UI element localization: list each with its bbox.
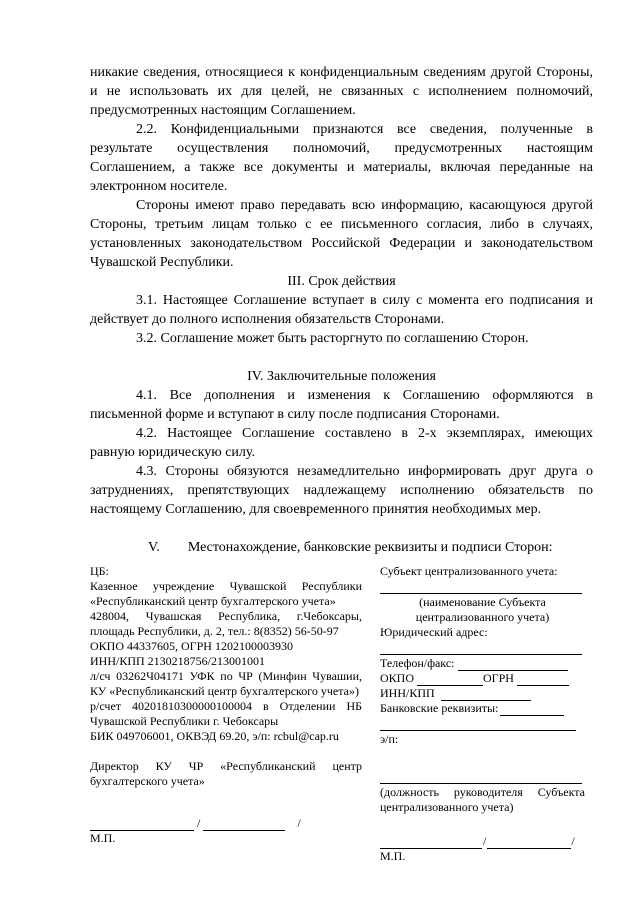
paragraph-3-1: 3.1. Настоящее Соглашение вступает в силу с момента его подписания и действует до полного исполнения обязательств Сторонами.	[90, 293, 593, 327]
right-position1: (должность руководителя Субъекта	[380, 785, 585, 799]
right-okpo-field	[417, 673, 483, 686]
right-ogrn-label: ОГРН	[483, 671, 514, 685]
left-address1: 428004, Чувашская Республика, г.Чебоксары,	[90, 609, 362, 623]
section-5-title	[90, 538, 593, 557]
left-signature-line	[90, 816, 362, 831]
section-3-title: III. Срок действия	[287, 274, 396, 289]
section-5-heading: Местонахождение, банковские реквизиты и подписи Сторон:	[187, 540, 553, 555]
paragraph-3-2: 3.2. Соглашение может быть расторгнуто по соглашению Сторон.	[136, 331, 529, 346]
right-stamp: М.П.	[380, 849, 406, 863]
left-signature-slash2: /	[297, 816, 301, 830]
spacer	[90, 348, 593, 367]
right-title: Субъект централизованного учета:	[380, 564, 558, 578]
right-phone-label: Телефон/факс:	[380, 656, 455, 670]
right-position2: централизованного учета)	[380, 800, 514, 814]
right-email: э/п:	[380, 732, 399, 746]
spacer	[90, 519, 593, 538]
right-bank-line	[380, 716, 576, 731]
section-5-number: V.	[148, 540, 160, 555]
right-bank-field	[500, 703, 564, 716]
section-4-title: IV. Заключительные положения	[247, 369, 436, 384]
paragraph-4-3: 4.3. Стороны обязуются незамедлительно информировать друг друга о затруднениях, препятствующих надлежащему исполнению обязательств по настоящему Соглашению, для своевременного принятия необходимых мер.	[90, 464, 593, 517]
left-signature-slash1: /	[197, 816, 201, 830]
right-position-line	[380, 769, 582, 784]
right-inn-label: ИНН/КПП	[380, 686, 435, 700]
right-phone-field	[458, 658, 568, 671]
right-okpo-row	[380, 671, 585, 686]
left-org-line2: «Республиканский центр бухгалтерского учета»	[90, 594, 336, 608]
left-org-short: ЦБ:	[90, 564, 109, 578]
left-director1: Директор КУ ЧР «Республиканский центр	[90, 759, 362, 773]
right-signature-slash1: /	[483, 834, 487, 848]
right-name-line	[380, 579, 582, 594]
paragraph-2-2: 2.2. Конфиденциальными признаются все сведения, полученные в результате осуществления полномочий, предусмотренных настоящим Соглашением, а также все документы и материалы, включая переданные на электронном носителе.	[90, 122, 593, 194]
left-address2: площадь Республики, д. 2, тел.: 8(8352) 56-50-97	[90, 624, 339, 638]
left-org-line1: Казенное учреждение Чувашской Республики	[90, 579, 362, 593]
left-rs1: р/счет 40201810300000100004 в Отделении НБ	[90, 699, 362, 713]
left-bik: БИК 049706001, ОКВЭД 69.20, э/п: rcbul@cap.ru	[90, 729, 339, 743]
left-director2: бухгалтерского учета»	[90, 774, 205, 788]
paragraph-third-parties: Стороны имеют право передавать всю информацию, касающуюся другой Стороны, третьим лицам только с ее письменного согласия, либо в случаях, установленных законодательством Российской Федерации и законодательством Чувашской Республики.	[90, 198, 593, 270]
left-signature-field	[90, 818, 194, 831]
right-bank-label: Банковские реквизиты:	[380, 701, 499, 715]
left-account2: КУ «Республиканский центр бухгалтерского учета»)	[90, 684, 359, 698]
right-ogrn-field	[517, 673, 569, 686]
right-legal-address: Юридический адрес:	[380, 625, 488, 639]
right-bank-row	[380, 701, 585, 716]
paragraph-confidential-continuation: никакие сведения, относящиеся к конфиденциальным сведениям другой Стороны, и не использовать их для целей, не связанных с исполнением полномочий, предусмотренных настоящим Соглашением.	[90, 65, 593, 118]
right-phone-row	[380, 656, 585, 671]
right-inn-field	[441, 688, 531, 701]
left-name-field	[203, 818, 285, 831]
left-stamp: М.П.	[90, 831, 116, 845]
left-account1: л/сч 03262Ч04171 УФК по ЧР (Минфин Чувашии,	[90, 669, 362, 683]
right-signature-slash2: /	[571, 834, 575, 848]
right-address-line	[380, 640, 582, 655]
right-signature-line	[380, 834, 585, 849]
left-okpo: ОКПО 44337605, ОГРН 1202100003930	[90, 639, 293, 653]
right-okpo-label: ОКПО	[380, 671, 415, 685]
left-rs2: Чувашской Республики г. Чебоксары	[90, 714, 279, 728]
right-requisites	[380, 564, 585, 864]
right-name-field	[487, 836, 571, 849]
paragraph-4-2: 4.2. Настоящее Соглашение составлено в 2-х экземплярах, имеющих равную юридическую силу.	[90, 426, 593, 460]
right-hint2: централизованного учета)	[415, 610, 550, 624]
paragraph-4-1: 4.1. Все дополнения и изменения к Соглашению оформляются в письменной форме и вступают в силу после подписания Сторонами.	[90, 388, 593, 422]
right-inn-row	[380, 686, 585, 701]
right-signature-field	[380, 836, 482, 849]
left-inn: ИНН/КПП 2130218756/213001001	[90, 654, 266, 668]
body-text	[90, 63, 593, 557]
left-requisites	[90, 564, 362, 846]
right-hint1: (наименование Субъекта	[419, 595, 546, 609]
